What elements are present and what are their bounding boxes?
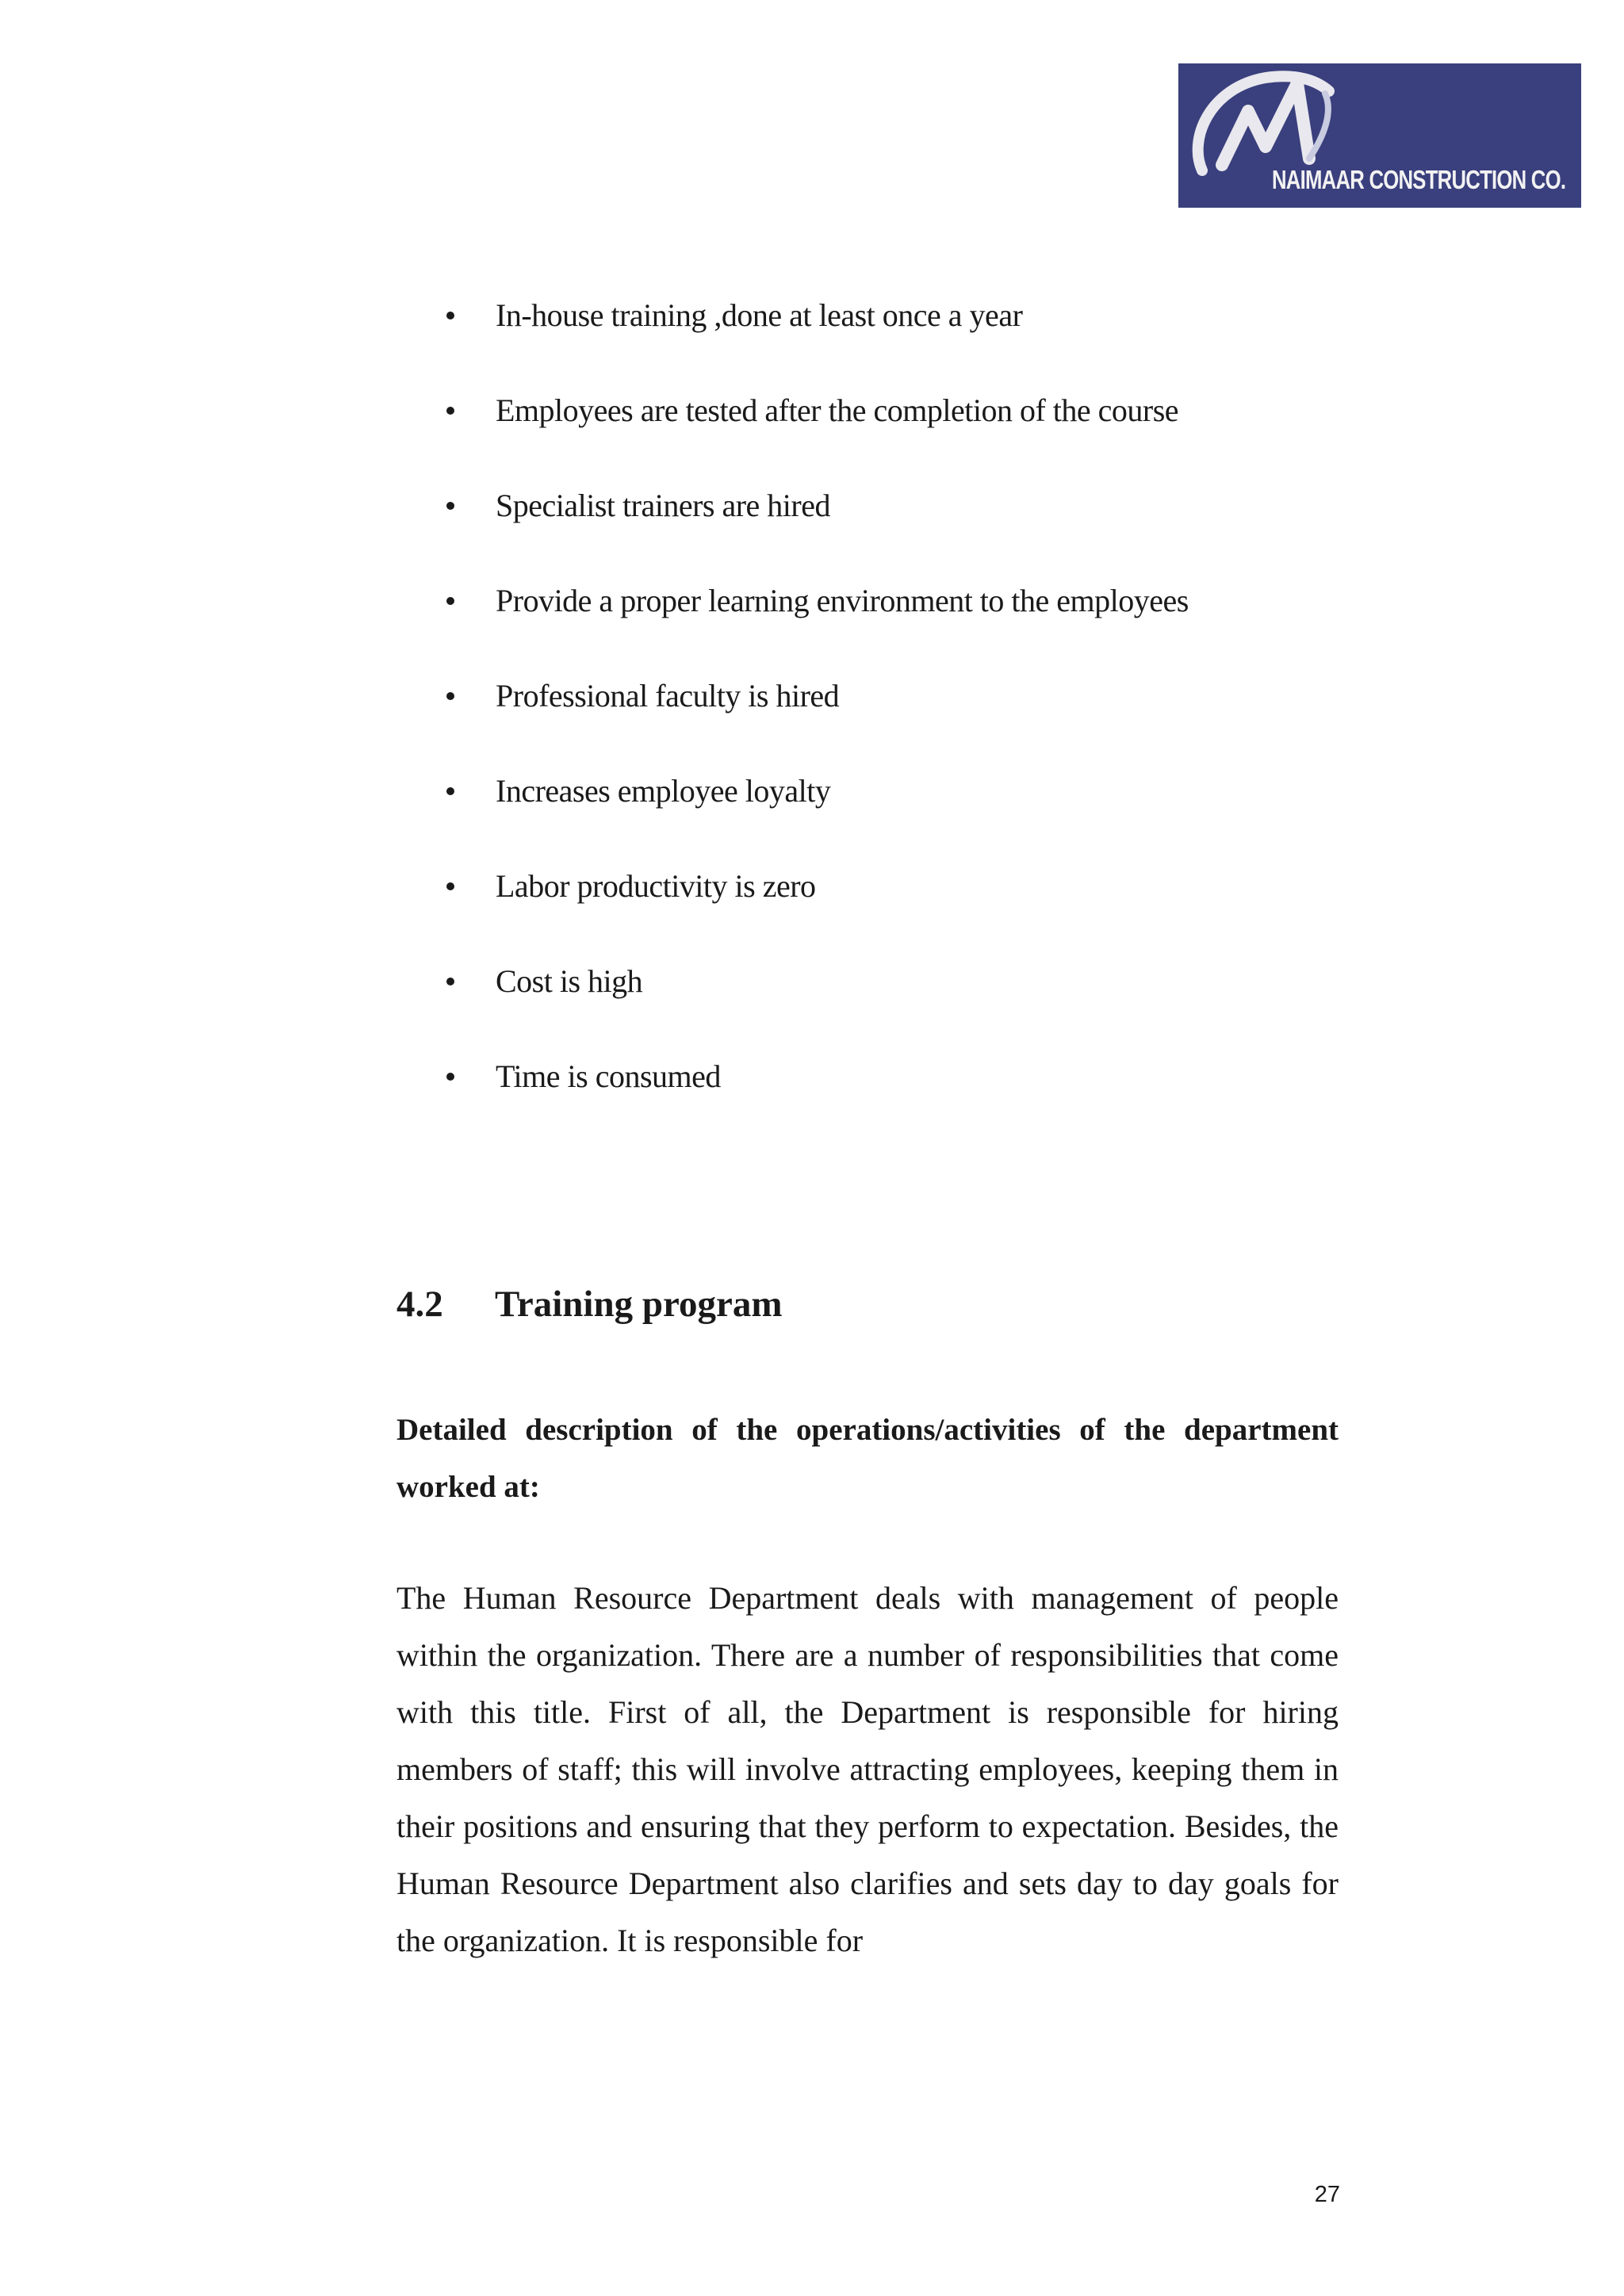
- bullet-icon: [446, 312, 454, 320]
- company-logo: [1178, 63, 1581, 208]
- list-item: [435, 668, 1189, 763]
- bullet-icon: [446, 502, 454, 510]
- list-item-text: Specialist trainers are hired: [496, 488, 830, 523]
- list-item: [435, 954, 1189, 1049]
- bullet-icon: [446, 597, 454, 605]
- logo-text: NAIMAAR CONSTRUCTION CO.: [1272, 165, 1566, 194]
- page-number: 27: [1314, 2182, 1340, 2207]
- list-item-text: Labor productivity is zero: [496, 868, 816, 904]
- bullet-icon: [446, 692, 454, 700]
- bullet-icon: [446, 978, 454, 985]
- section-heading: [396, 1276, 783, 1332]
- list-item-text: Employees are tested after the completion of the course: [496, 392, 1179, 428]
- list-item-text: Professional faculty is hired: [496, 678, 840, 714]
- list-item: [435, 573, 1189, 668]
- list-item: [435, 859, 1189, 954]
- list-item-text: In-house training ,done at least once a year: [496, 297, 1023, 333]
- list-item: [435, 763, 1189, 859]
- list-item: [435, 478, 1189, 573]
- list-item: [435, 288, 1189, 383]
- section-number: 4.2: [396, 1284, 443, 1325]
- section-title: Training program: [495, 1284, 783, 1325]
- list-item-text: Increases employee loyalty: [496, 773, 831, 809]
- body-paragraph: The Human Resource Department deals with management of people within the organization. There are a number of responsibilities that come with this title. First of all, the Department is responsible for hiring members of staff; this will involve attracting employees, keeping them in their positions and ensuring that they perform to expectation. Besides, the Human Resource Department also clarifies and sets day to day goals for the organization. It is responsible for: [396, 1580, 1339, 1958]
- bullet-icon: [446, 1073, 454, 1081]
- sub-heading: Detailed description of the operations/activities of the department worked at:: [396, 1413, 1339, 1504]
- bullet-icon: [446, 787, 454, 795]
- list-item-text: Time is consumed: [496, 1058, 721, 1094]
- list-item: [435, 383, 1189, 478]
- list-item-text: Cost is high: [496, 963, 643, 999]
- list-item: [435, 1049, 1189, 1144]
- bullet-list: [435, 288, 1189, 1144]
- list-item-text: Provide a proper learning environment to the employees: [496, 583, 1189, 618]
- bullet-icon: [446, 882, 454, 890]
- bullet-icon: [446, 407, 454, 415]
